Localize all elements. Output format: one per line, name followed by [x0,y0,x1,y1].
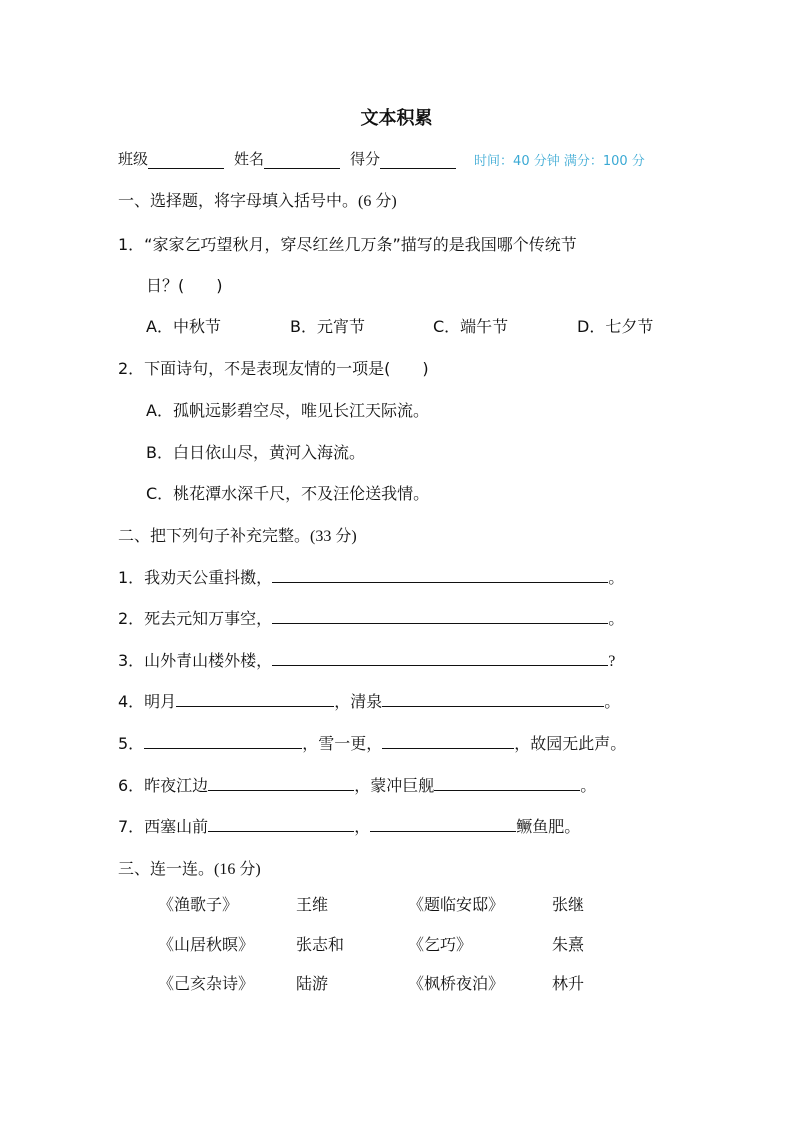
fill-blank[interactable] [208,775,354,791]
fill-item-mid: ， [354,817,371,836]
q1-option-b[interactable]: B．元宵节 [290,317,365,336]
fill-blank[interactable] [272,608,608,624]
fill-blank[interactable] [382,733,514,749]
q2-option-c[interactable]: C．桃花潭水深千尺，不及汪伦送我情。 [146,484,430,503]
fill-blank[interactable] [144,733,302,749]
class-label: 班级 [118,150,149,168]
fill-item-text: 1．我劝天公重抖擞， [118,568,273,587]
match-poem[interactable]: 《枫桥夜泊》 [408,974,505,993]
fill-blank[interactable] [176,691,334,707]
match-poet[interactable]: 张继 [552,895,585,914]
match-poet[interactable]: 陆游 [296,974,329,993]
q1-option-a[interactable]: A．中秋节 [146,317,221,336]
fill-item-2 [118,606,624,629]
fill-item-text: 2．死去元知万事空， [118,609,273,628]
fill-item-text: 4．明月 [118,692,177,711]
time-info: 时间：40 分钟 满分：100 分 [474,154,645,169]
class-blank[interactable] [148,154,224,169]
fill-item-end: 。 [608,609,625,628]
q2-option-b[interactable]: B．白日依山尽，黄河入海流。 [146,443,365,462]
section2-heading [118,523,357,546]
fill-blank[interactable] [272,567,608,583]
fill-item-text: 7．西塞山前 [118,817,209,836]
section1-heading [118,188,397,211]
fill-item-7 [118,814,580,837]
match-poem[interactable]: 《题临安邸》 [408,895,505,914]
match-poem[interactable]: 《渔歌子》 [158,895,239,914]
fill-item-text: 5． [118,734,145,753]
fill-item-end: ? [608,653,616,670]
q1-option-c[interactable]: C．端午节 [433,317,509,336]
fill-item-mid: ，雪一更， [302,734,383,753]
match-poet[interactable]: 朱熹 [552,935,585,954]
match-poem[interactable]: 《山居秋暝》 [158,935,255,954]
fill-item-end: ，故园无此声。 [514,734,627,753]
fill-item-5 [118,731,626,754]
name-blank[interactable] [264,154,340,169]
score-label: 得分 [350,150,381,168]
fill-blank[interactable] [272,650,608,666]
fill-item-end: 鳜鱼肥。 [516,817,581,836]
student-info-row [118,148,645,169]
match-poet[interactable]: 王维 [296,895,329,914]
q1-option-d[interactable]: D．七夕节 [577,317,654,336]
q2-stem: 2．下面诗句，不是表现友情的一项是( ) [118,359,429,378]
name-label: 姓名 [234,150,265,168]
section1-points: (6 分) [358,193,397,210]
section3-heading-text: 三、连一连。 [118,859,215,878]
fill-item-4 [118,689,620,712]
fill-item-end: 。 [608,568,625,587]
match-poet[interactable]: 张志和 [296,935,345,954]
fill-blank[interactable] [208,816,354,832]
fill-item-text: 3．山外青山楼外楼， [118,651,273,670]
page-title: 文本积累 [360,108,433,129]
section3-heading [118,856,261,879]
match-poem[interactable]: 《乞巧》 [408,935,473,954]
fill-item-1 [118,565,624,588]
fill-item-3 [118,648,615,671]
section2-heading-text: 二、把下列句子补充完整。 [118,526,311,545]
q1-line1: 1．“家家乞巧望秋月，穿尽红丝几万条”描写的是我国哪个传统节 [118,235,577,254]
fill-item-end: 。 [580,776,597,795]
fill-item-mid: ，蒙冲巨舰 [354,776,435,795]
fill-blank[interactable] [370,816,516,832]
match-poet[interactable]: 林升 [552,974,585,993]
fill-item-mid: ，清泉 [334,692,383,711]
q1-line2: 日？( ) [146,276,223,295]
section2-points: (33 分) [310,528,357,545]
fill-item-6 [118,773,596,796]
section3-points: (16 分) [214,861,261,878]
q2-option-a[interactable]: A．孤帆远影碧空尽，唯见长江天际流。 [146,401,429,420]
fill-blank[interactable] [434,775,580,791]
fill-item-end: 。 [604,692,621,711]
match-poem[interactable]: 《己亥杂诗》 [158,974,255,993]
section1-heading-text: 一、选择题，将字母填入括号中。 [118,191,359,210]
fill-item-text: 6．昨夜江边 [118,776,209,795]
score-blank[interactable] [380,154,456,169]
fill-blank[interactable] [382,691,604,707]
